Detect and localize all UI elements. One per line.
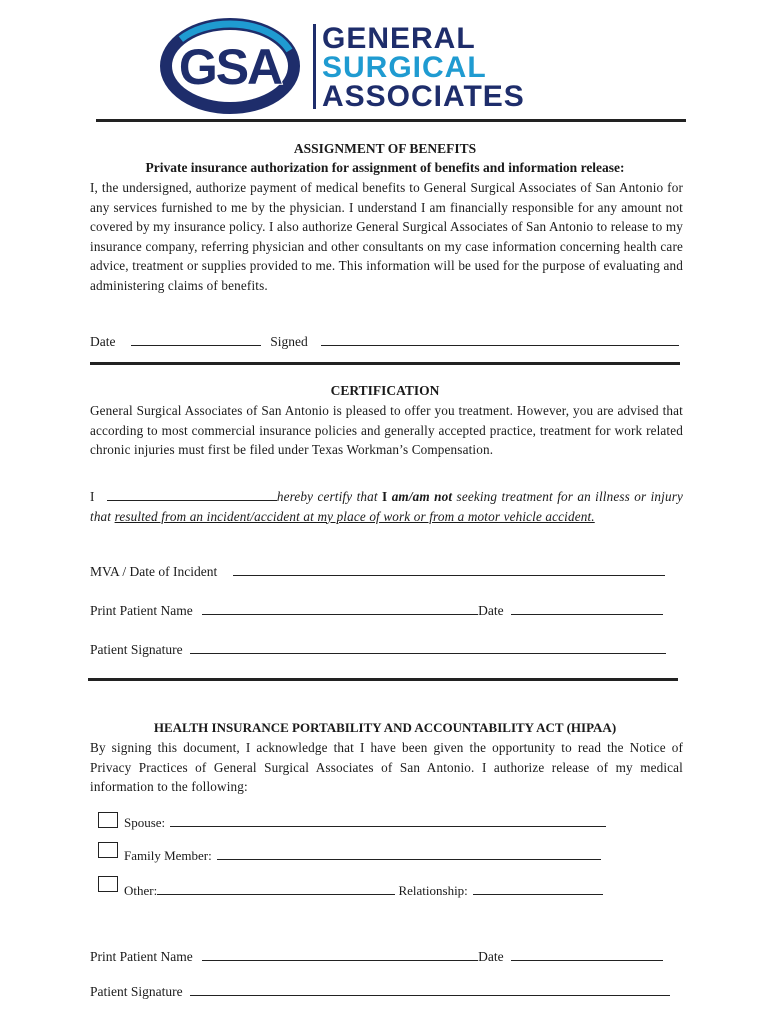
cert-amam: am/am not (391, 489, 453, 504)
family-member-row (124, 848, 601, 864)
rule-2 (88, 678, 678, 681)
cert-part1: hereby certify that (276, 489, 378, 504)
certification-body: General Surgical Associates of San Antonio is pleased to offer you treatment. However, you are advised that according to most commercial insurance policies and generally accepted practice, treatment for work related chronic injuries must first be filed under Texas Workman’s Compensation. (90, 403, 683, 457)
logo (150, 14, 640, 114)
cert-print-name-field[interactable] (202, 614, 478, 615)
other-field[interactable] (157, 894, 395, 895)
cert-part2: seeking treatment for an illness or injury that (90, 489, 684, 524)
cert-print-name-label: Print Patient Name (90, 603, 193, 618)
assignment-title: ASSIGNMENT OF BENEFITS (293, 141, 477, 156)
signed-label: Signed (270, 334, 308, 349)
hipaa-print-name-label: Print Patient Name (90, 949, 193, 964)
hipaa-print-name-row (90, 949, 682, 965)
assignment-signature-row (90, 334, 682, 350)
mva-field[interactable] (233, 575, 665, 576)
hipaa-date-field[interactable] (511, 960, 663, 961)
date-field[interactable] (131, 345, 261, 346)
cert-i: I (90, 489, 95, 504)
spouse-label: Spouse: (124, 815, 166, 830)
cert-underlined: resulted from an incident/accident at my place of work or from a motor vehicle accident. (114, 508, 595, 524)
hipaa-signature-label: Patient Signature (90, 984, 183, 999)
other-row (124, 883, 603, 899)
logo-mark-text: GSA (178, 39, 282, 95)
signed-field[interactable] (321, 345, 679, 346)
cert-signature-label: Patient Signature (90, 642, 183, 657)
cert-i2: I (382, 489, 388, 504)
cert-date-field[interactable] (511, 614, 663, 615)
spouse-field[interactable] (170, 826, 606, 827)
logo-line-associates: ASSOCIATES (322, 80, 525, 113)
assignment-subtitle: Private insurance authorization for assignment of benefits and information release: (145, 160, 625, 175)
certification-title: CERTIFICATION (330, 383, 440, 398)
logo-line-surgical: SURGICAL (322, 51, 487, 84)
cert-signature-row (90, 642, 682, 658)
hipaa-title: HEALTH INSURANCE PORTABILITY AND ACCOUNTABILITY ACT (HIPAA) (153, 720, 617, 735)
family-member-field[interactable] (217, 859, 601, 860)
mva-label: MVA / Date of Incident (90, 564, 218, 579)
cert-date-label: Date (478, 603, 504, 618)
mva-row (90, 564, 682, 580)
other-checkbox[interactable] (98, 876, 118, 892)
cert-print-name-row (90, 603, 682, 619)
logo-line-general: GENERAL (322, 22, 476, 55)
spouse-row (124, 815, 606, 831)
cert-signature-field[interactable] (190, 653, 666, 654)
family-member-checkbox[interactable] (98, 842, 118, 858)
gsa-logo-mark (150, 14, 310, 114)
spouse-checkbox[interactable] (98, 812, 118, 828)
cert-name-field[interactable] (107, 500, 277, 501)
relationship-label: Relationship: (398, 883, 468, 898)
certification-statement (90, 487, 683, 526)
logo-divider (313, 24, 316, 109)
rule-1 (90, 362, 680, 365)
assignment-body: I, the undersigned, authorize payment of medical benefits to General Surgical Associates of San Antonio for any services furnished to me by the physician. I understand I am financially responsible for any amount not covered by my insurance policy. I also authorize General Surgical Associates of San Antonio to release to my insurance company, referring physician and other consultants on my case information concerning health care advice, treatment or supplies provided to me. This information will be used for the purpose of evaluating and administering claims of benefits. (90, 180, 683, 293)
hipaa-date-label: Date (478, 949, 504, 964)
header-rule (96, 119, 686, 122)
hipaa-signature-field[interactable] (190, 995, 670, 996)
date-label: Date (90, 334, 116, 349)
hipaa-body: By signing this document, I acknowledge that I have been given the opportunity to read the Notice of Privacy Practices of General Surgical Associates of San Antonio. I authorize release of my medical information to the following: (90, 740, 683, 794)
family-member-label: Family Member: (124, 848, 212, 863)
hipaa-print-name-field[interactable] (202, 960, 478, 961)
hipaa-signature-row (90, 984, 682, 1000)
other-label: Other: (124, 883, 158, 898)
relationship-field[interactable] (473, 894, 603, 895)
